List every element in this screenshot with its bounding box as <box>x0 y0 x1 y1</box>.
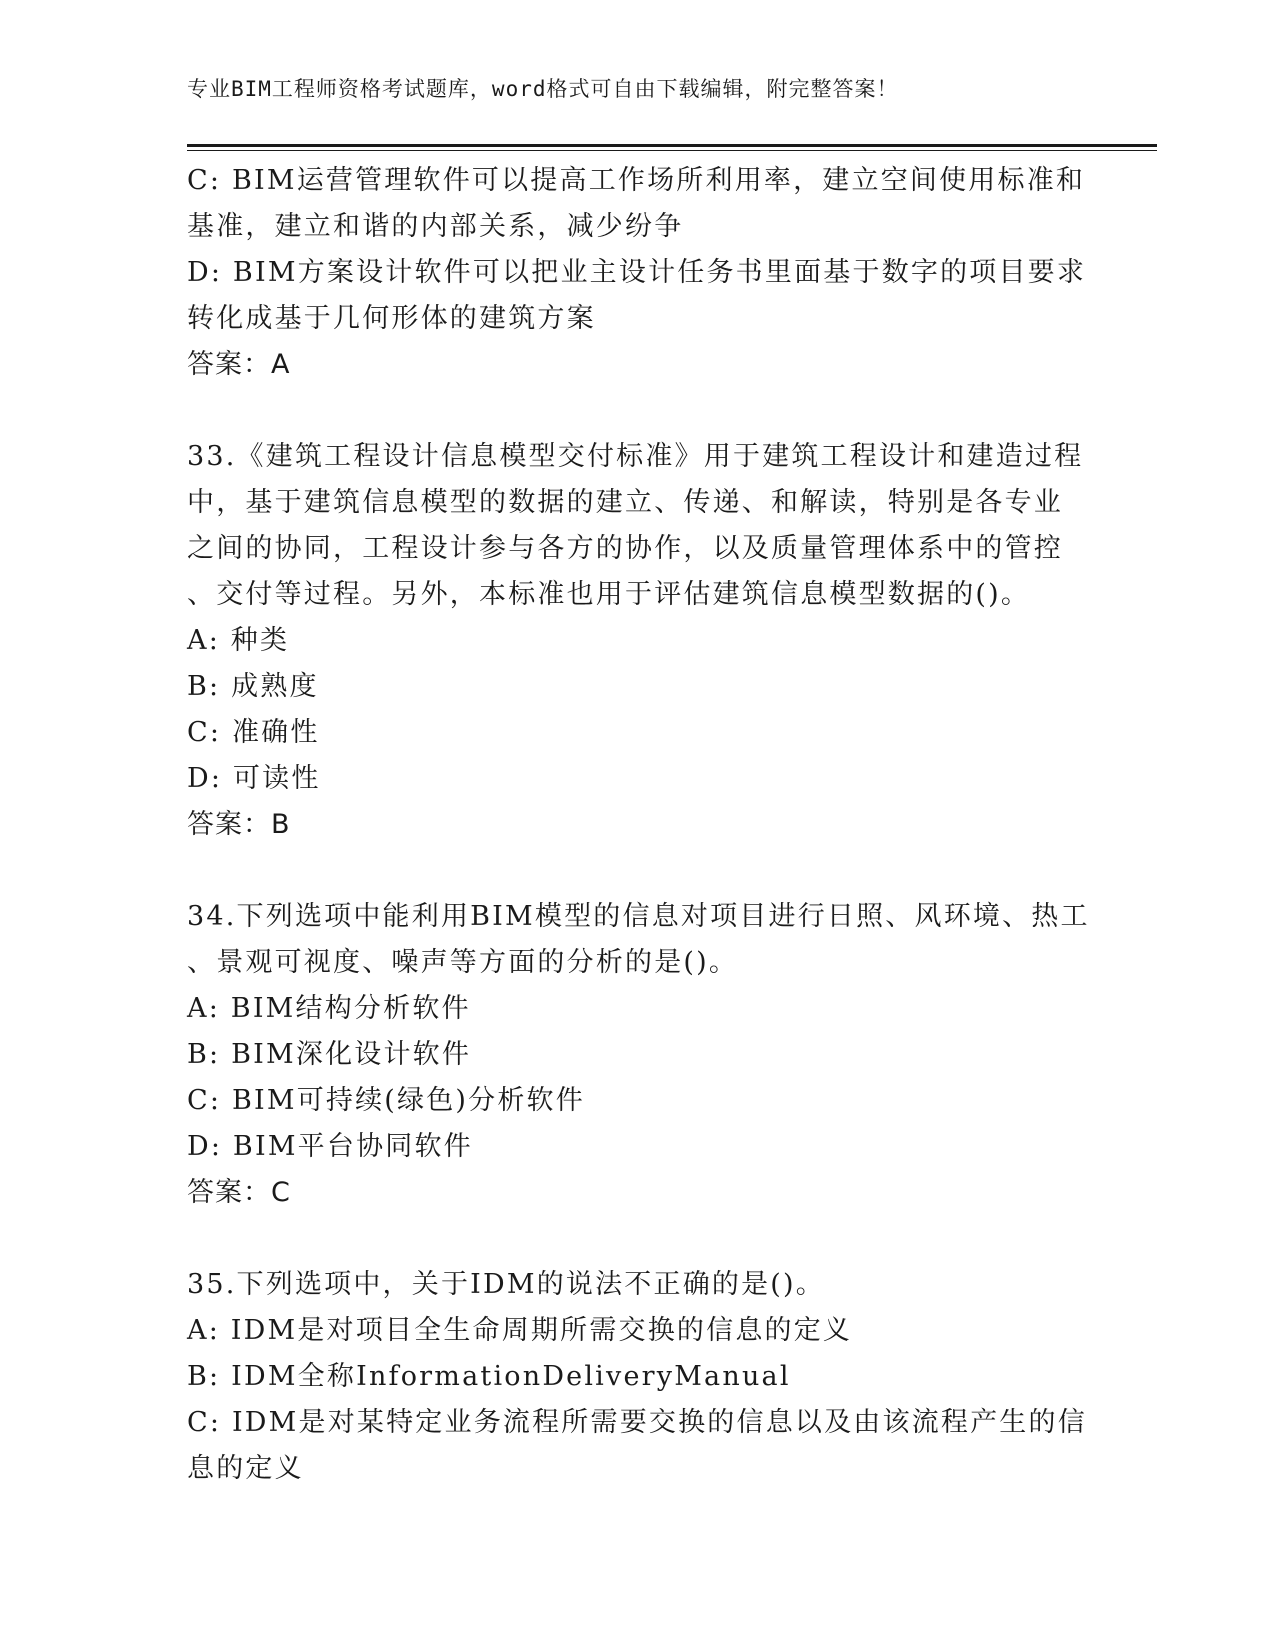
option-d: D: BIM平台协同软件 <box>187 1131 473 1162</box>
option-c: C: 准确性 <box>187 717 320 748</box>
question-text: 33.《建筑工程设计信息模型交付标准》用于建筑工程设计和建造过程 <box>187 441 1084 472</box>
question-content <box>187 158 1090 1492</box>
question-block <box>187 158 1087 388</box>
option-a: A: 种类 <box>187 625 290 656</box>
spacer <box>187 1216 1087 1262</box>
option-line: 基准，建立和谐的内部关系，减少纷争 <box>187 211 684 242</box>
option-line: 转化成基于几何形体的建筑方案 <box>187 303 596 334</box>
option-b: B: IDM全称InformationDeliveryManual <box>187 1361 791 1392</box>
option-c: C: BIM可持续(绿色)分析软件 <box>187 1085 585 1116</box>
answer-line: 答案：B <box>187 809 291 840</box>
question-text: 、景观可视度、噪声等方面的分析的是()。 <box>187 947 739 978</box>
question-block <box>187 894 1090 1216</box>
question-text: 、交付等过程。另外，本标准也用于评估建筑信息模型数据的()。 <box>187 579 1031 610</box>
option-b: B: 成熟度 <box>187 671 319 702</box>
spacer <box>187 388 1087 434</box>
question-block <box>187 1262 1087 1492</box>
option-c-continued: 息的定义 <box>187 1453 304 1484</box>
header-rule-thick <box>187 144 1157 147</box>
answer-line: 答案：A <box>187 349 291 380</box>
question-block <box>187 434 1087 848</box>
question-text: 34.下列选项中能利用BIM模型的信息对项目进行日照、风环境、热工 <box>187 901 1090 932</box>
question-text: 之间的协同，工程设计参与各方的协作，以及质量管理体系中的管控 <box>187 533 1063 564</box>
option-d: D: 可读性 <box>187 763 321 794</box>
option-c: C: IDM是对某特定业务流程所需要交换的信息以及由该流程产生的信 <box>187 1407 1087 1438</box>
header-rule-thin <box>187 150 1157 151</box>
answer-line: 答案：C <box>187 1177 291 1208</box>
question-text: 35.下列选项中，关于IDM的说法不正确的是()。 <box>187 1269 825 1300</box>
option-b: B: BIM深化设计软件 <box>187 1039 472 1070</box>
option-line: D: BIM方案设计软件可以把业主设计任务书里面基于数字的项目要求 <box>187 257 1087 288</box>
question-text: 中，基于建筑信息模型的数据的建立、传递、和解读，特别是各专业 <box>187 487 1063 518</box>
option-line: C: BIM运营管理软件可以提高工作场所利用率，建立空间使用标准和 <box>187 165 1086 196</box>
option-a: A: BIM结构分析软件 <box>187 993 471 1024</box>
spacer <box>187 848 1087 894</box>
option-a: A: IDM是对项目全生命周期所需交换的信息的定义 <box>187 1315 853 1346</box>
page-header: 专业BIM工程师资格考试题库，word格式可自由下载编辑，附完整答案！ <box>187 77 899 101</box>
